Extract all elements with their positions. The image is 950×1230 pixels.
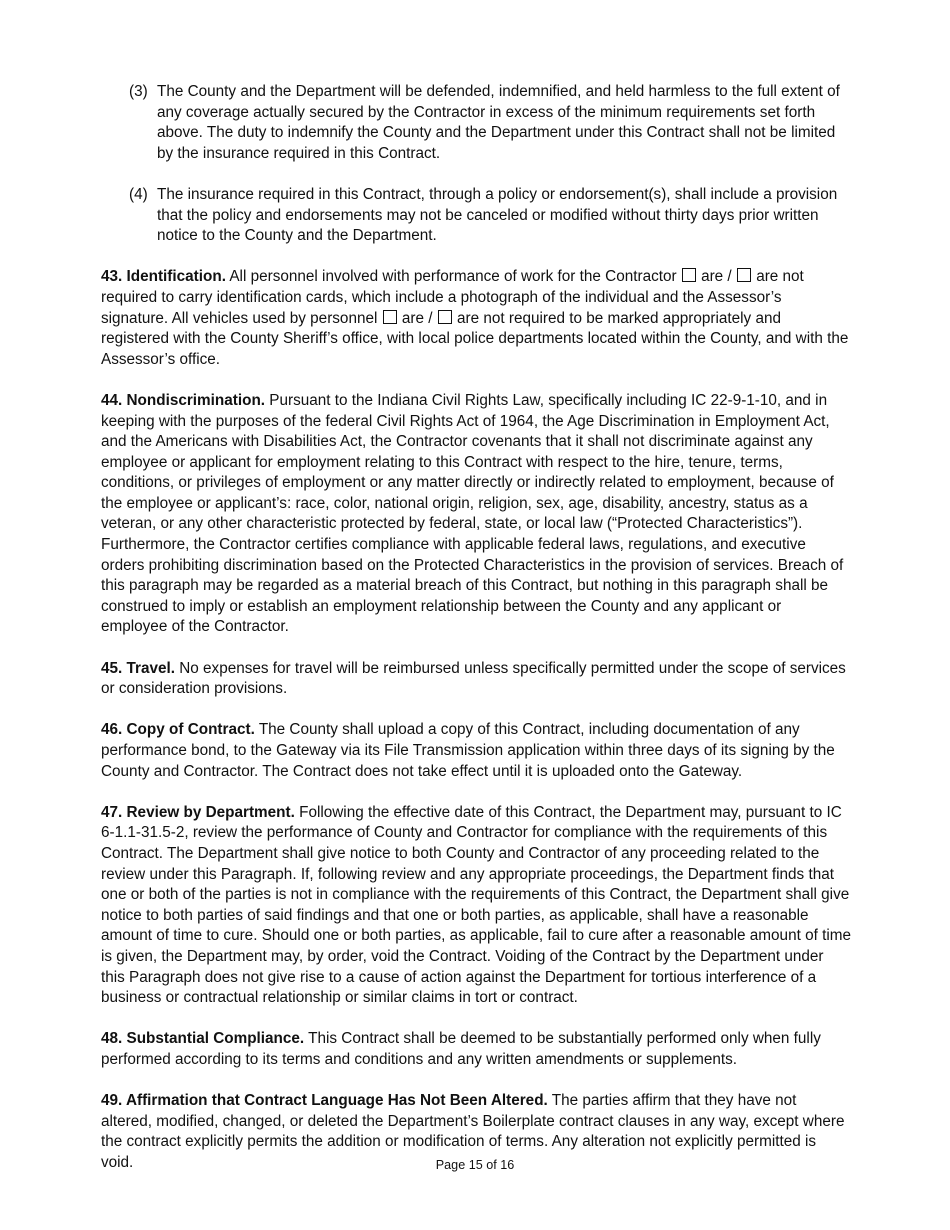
section-heading: 48. Substantial Compliance. bbox=[101, 1030, 305, 1048]
vehicles-are-checkbox[interactable] bbox=[383, 310, 397, 324]
section-text: No expenses for travel will be reimbursed unless specifically permitted under the scope of services or consideration provisions. bbox=[101, 659, 846, 698]
section-identification bbox=[101, 267, 851, 370]
section-heading: 49. Affirmation that Contract Language Has Not Been Altered. bbox=[101, 1092, 548, 1110]
list-item-number: (3) bbox=[129, 83, 148, 100]
section-text: are / bbox=[701, 268, 732, 286]
section-text: The County shall upload a copy of this Contract, including documentation of any performance bond, to the Gateway via its File Transmission application within three days of its signing by the County and Contractor. The Contract does not take effect until it is uploaded onto the Gateway. bbox=[101, 721, 835, 780]
list-item bbox=[129, 82, 851, 164]
section-text: The parties affirm that they have not altered, modified, changed, or deleted the Department’s Boilerplate contract clauses in any way, except where the contract explicitly permits the addition or modification of terms. Any alteration not explicitly permitted is void. bbox=[101, 1092, 845, 1171]
section-text: are / bbox=[401, 309, 433, 327]
section-text: This Contract shall be deemed to be substantially performed only when fully performed according to its terms and conditions and any written amendments or supplements. bbox=[101, 1030, 821, 1068]
vehicles-are-not-checkbox[interactable] bbox=[438, 310, 452, 324]
section-substantial-compliance bbox=[101, 1029, 851, 1070]
section-travel bbox=[101, 659, 851, 700]
section-copy-of-contract bbox=[101, 720, 851, 782]
section-text: are not required to be marked appropriately and registered with the County Sheriff’s office, with local police departments located within the County, and with the Assessor’s office. bbox=[101, 309, 849, 368]
page-content bbox=[101, 82, 851, 1194]
list-item-number: (4) bbox=[129, 185, 148, 203]
list-item bbox=[129, 185, 851, 247]
section-heading: 45. Travel. bbox=[101, 659, 175, 677]
section-heading: 47. Review by Department. bbox=[101, 803, 295, 821]
section-text: Pursuant to the Indiana Civil Rights Law, specifically including IC 22-9-1-10, and in keeping with the purposes of the federal Civil Rights Act of 1964, the Age Discrimination in Employment Act, and the Americans with Disabilities Act, the Contractor covenants that it shall not discriminate against any employee or applicant for employment relating to this Contract with respect to the hire, tenure, terms, conditions, or privileges of employment or any matter directly or indirectly related to employment, because of the employee or applicant’s: race, color, national origin, religion, sex, age, disability, ancestry, status as a veteran, or any other characteristic protected by federal, state, or local law (“Protected Characteristics”). Furthermore, the Contractor certifies compliance with applicable federal laws, regulations, and executive orders prohibiting discrimination based on the Protected Characteristics in the provision of services. Breach of this paragraph may be regarded as a material breach of this Contract, but nothing in this paragraph shall be construed to imply or establish an employment relationship between the County and any applicant or employee of the Contractor. bbox=[101, 391, 844, 636]
personnel-are-checkbox[interactable] bbox=[682, 268, 696, 282]
page-number: Page 15 of 16 bbox=[435, 1158, 515, 1172]
section-heading: 44. Nondiscrimination. bbox=[101, 391, 266, 409]
section-text: are not required to carry identification cards, which include a photograph of the individual and the Assessor’s signature. All vehicles used by personnel bbox=[101, 268, 804, 327]
section-text: Following the effective date of this Contract, the Department may, pursuant to IC 6-1.1-31.5-2, review the performance of County and Contractor for compliance with the requirements of this Contract. The Department shall give notice to both County and Contractor of any proceeding related to the review under this Paragraph. If, following review and any appropriate proceedings, the Department finds that one or both of the parties is not in compliance with the requirements of this Contract, the Department shall give notice to both parties of said findings and that one or both parties, as applicable, shall have a reasonable amount of time to cure. Should one or both parties, as applicable, fail to cure after a reasonable amount of time is given, the Department may, by order, void the Contract. Voiding of the Contract by the Department under this Paragraph does not give rise to a cause of action against the Department for tortious interference of a business or contractual relationship or similar claims in tort or contract. bbox=[101, 803, 851, 1007]
personnel-are-not-checkbox[interactable] bbox=[737, 268, 751, 282]
list-item-text: The insurance required in this Contract, through a policy or endorsement(s), shall include a provision that the policy and endorsements may not be canceled or modified without thirty days prior written notice to the County and the Department. bbox=[157, 185, 838, 245]
section-review-by-department bbox=[101, 803, 851, 1009]
section-heading: 43. Identification. bbox=[101, 268, 226, 286]
list-item-text: The County and the Department will be defended, indemnified, and held harmless to the full extent of any coverage actually secured by the Contractor in excess of the minimum requirements set forth above. The duty to indemnify the County and the Department under this Contract shall not be limited by the insurance required in this Contract. bbox=[157, 83, 840, 162]
section-heading: 46. Copy of Contract. bbox=[101, 721, 255, 739]
section-text: All personnel involved with performance of work for the Contractor bbox=[229, 268, 677, 286]
section-nondiscrimination bbox=[101, 391, 851, 638]
